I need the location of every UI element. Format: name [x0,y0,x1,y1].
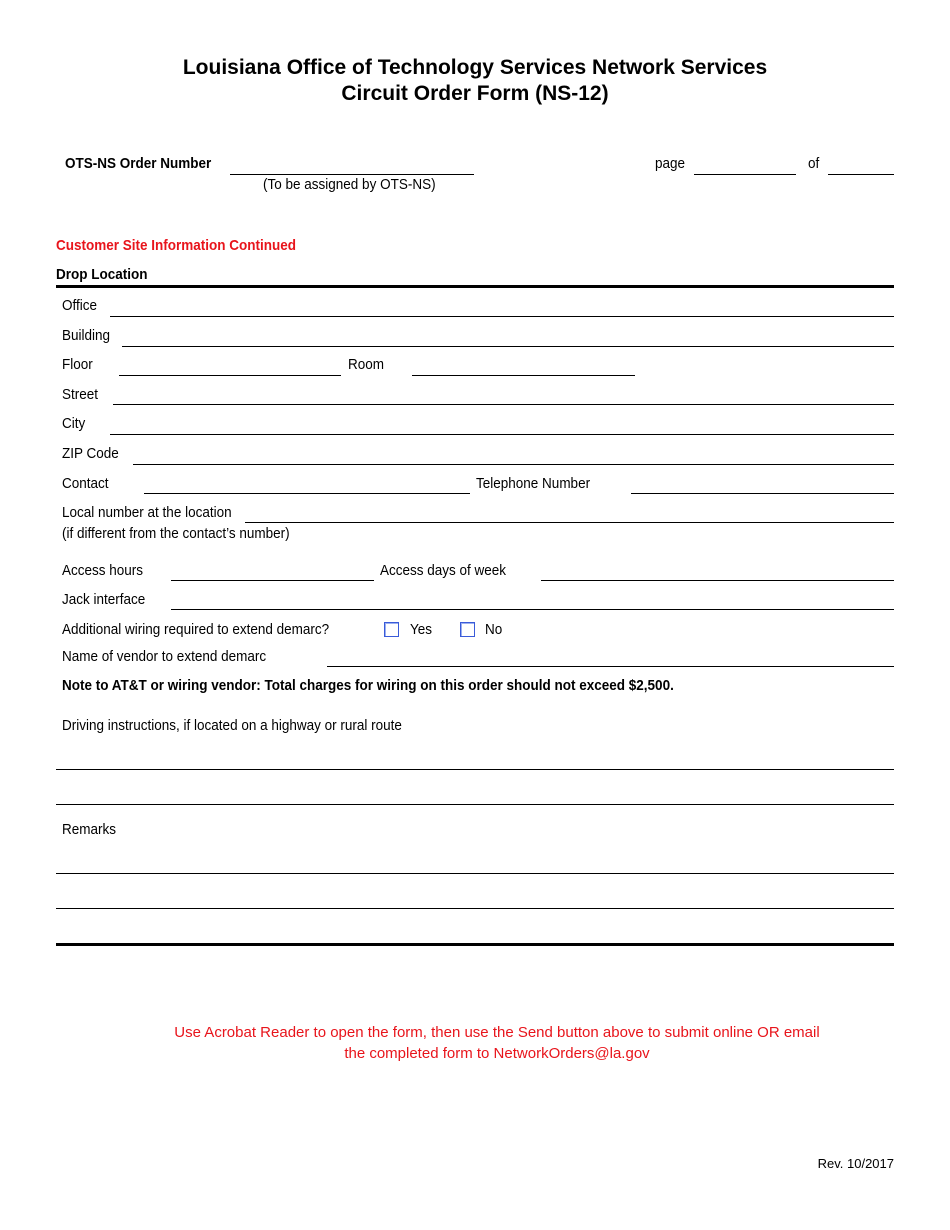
page-total-field[interactable] [828,155,894,175]
local-number-hint: (if different from the contact’s number) [62,525,290,542]
local-number-underline [245,522,894,523]
telephone-label: Telephone Number [476,475,591,492]
driving-instructions-field-2[interactable] [56,785,894,805]
access-hours-underline [171,580,374,581]
remarks-underline-1 [56,873,894,874]
page-total-underline [828,174,894,175]
building-label: Building [62,327,111,344]
street-label: Street [62,386,99,403]
wiring-yes-checkbox[interactable] [384,622,399,637]
room-label: Room [348,356,385,373]
submission-notice-line2: the completed form to NetworkOrders@la.gov [344,1045,650,1062]
zip-underline [133,464,894,465]
page-field[interactable] [694,155,796,175]
revision-label: Rev. 10/2017 [817,1156,894,1171]
local-number-label: Local number at the location [62,504,232,521]
floor-underline [119,375,341,376]
form-title-line1: Louisiana Office of Technology Services Network Services [182,56,768,79]
access-days-field[interactable] [541,562,894,582]
zip-field[interactable] [133,445,894,465]
city-label: City [62,415,86,432]
drop-location-heading: Drop Location [56,266,148,283]
form-bottom-divider [56,943,894,946]
order-number-field[interactable] [230,155,474,175]
telephone-underline [631,493,894,494]
form-title-line2: Circuit Order Form (NS-12) [341,82,609,105]
jack-interface-underline [171,609,894,610]
submission-notice-line1: Use Acrobat Reader to open the form, then use the Send button above to submit online OR email [174,1024,820,1041]
remarks-underline-2 [56,908,894,909]
office-underline [110,316,894,317]
access-days-underline [541,580,894,581]
driving-instructions-field-1[interactable] [56,750,894,770]
contact-field[interactable] [144,475,470,495]
room-field[interactable] [412,356,635,376]
access-hours-field[interactable] [171,562,374,582]
wiring-no-label: No [485,621,503,638]
building-field[interactable] [122,327,894,347]
street-field[interactable] [113,386,894,406]
street-underline [113,404,894,405]
wiring-cost-note: Note to AT&T or wiring vendor: Total charges for wiring on this order should not exceed $2,500. [62,677,674,694]
order-number-label: OTS-NS Order Number [65,155,212,172]
section-divider [56,285,894,288]
zip-label: ZIP Code [62,445,119,462]
contact-underline [144,493,470,494]
remarks-label: Remarks [62,821,117,838]
section-heading: Customer Site Information Continued [56,237,297,254]
telephone-field[interactable] [631,475,894,495]
additional-wiring-label: Additional wiring required to extend demarc? [62,621,330,638]
contact-label: Contact [62,475,109,492]
remarks-field-1[interactable] [56,854,894,874]
room-underline [412,375,635,376]
access-days-label: Access days of week [380,562,507,579]
wiring-yes-label: Yes [410,621,433,638]
page-underline [694,174,796,175]
vendor-name-underline [327,666,894,667]
order-number-underline [230,174,474,175]
vendor-name-label: Name of vendor to extend demarc [62,648,267,665]
office-field[interactable] [110,297,894,317]
office-label: Office [62,297,98,314]
jack-interface-field[interactable] [171,591,894,611]
wiring-no-checkbox[interactable] [460,622,475,637]
driving-instructions-underline-2 [56,804,894,805]
access-hours-label: Access hours [62,562,144,579]
order-number-hint: (To be assigned by OTS-NS) [263,176,436,193]
of-label: of [808,155,820,172]
city-field[interactable] [110,415,894,435]
page-label: page [655,155,686,172]
city-underline [110,434,894,435]
floor-label: Floor [62,356,93,373]
remarks-field-2[interactable] [56,889,894,909]
driving-instructions-label: Driving instructions, if located on a highway or rural route [62,717,402,734]
vendor-name-field[interactable] [327,648,894,668]
jack-interface-label: Jack interface [62,591,146,608]
building-underline [122,346,894,347]
local-number-field[interactable] [245,504,894,524]
driving-instructions-underline-1 [56,769,894,770]
floor-field[interactable] [119,356,341,376]
